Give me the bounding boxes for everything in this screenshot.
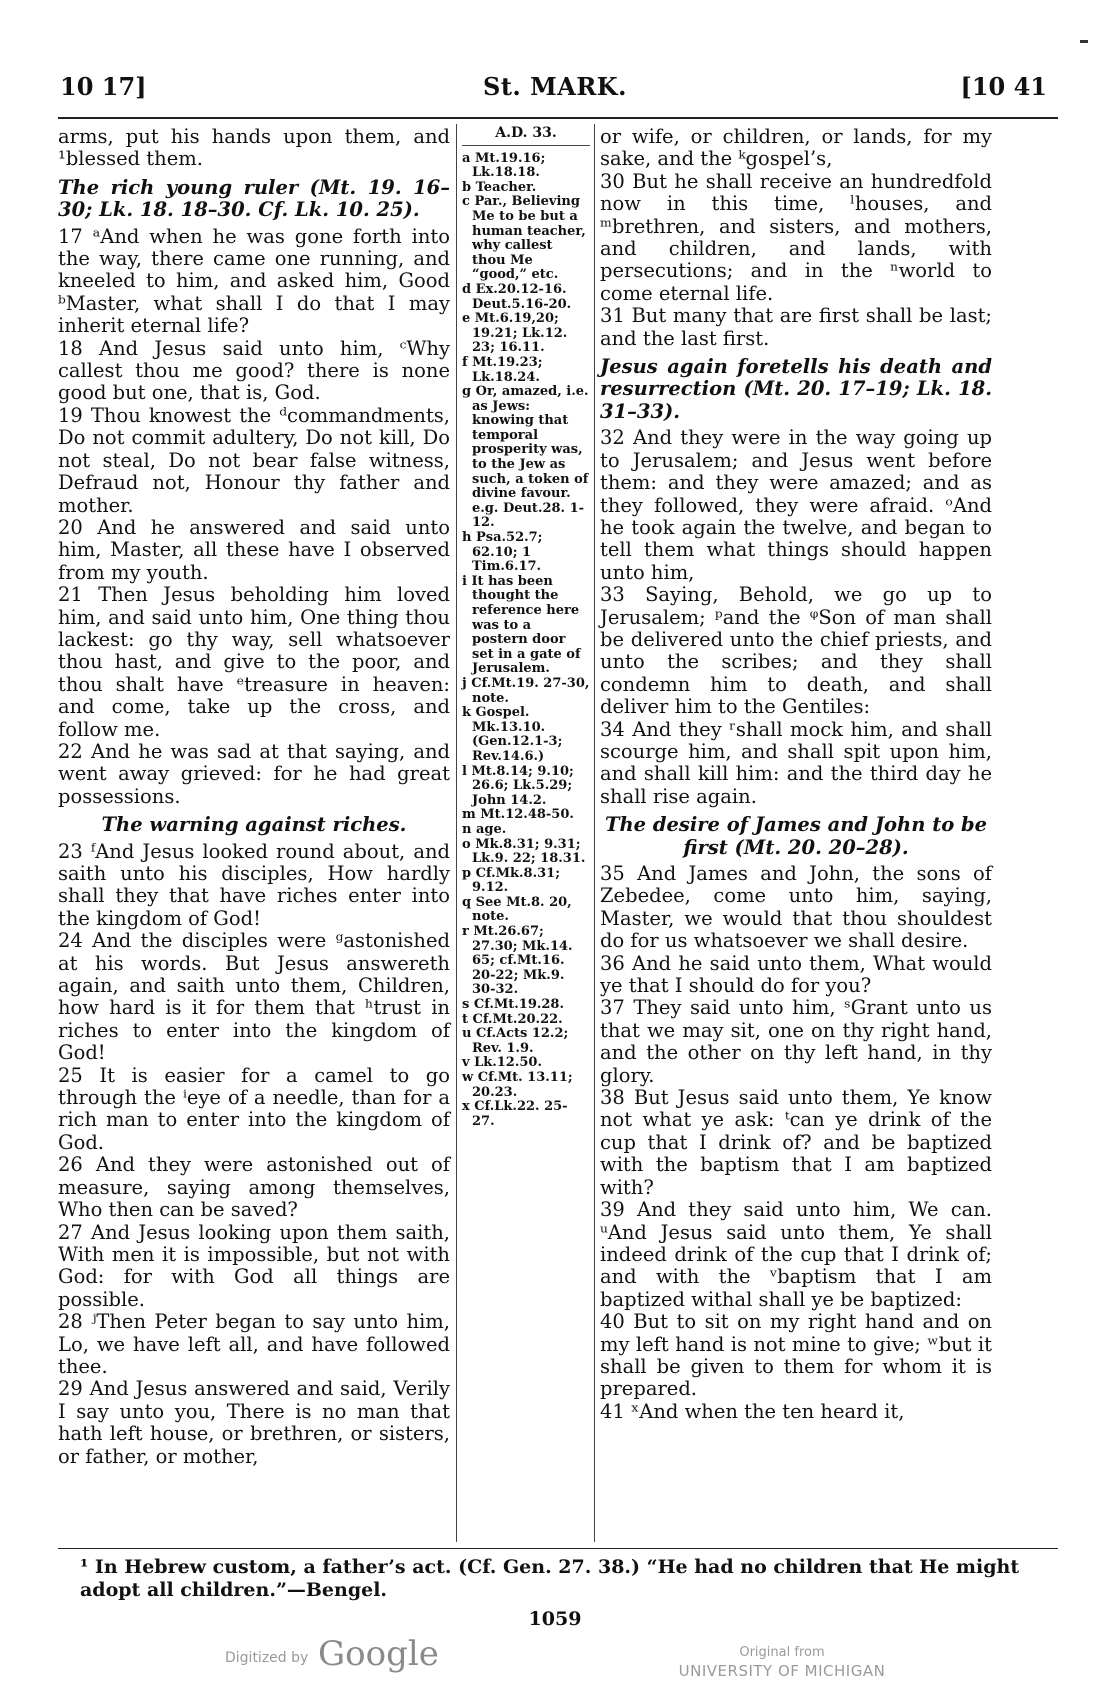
- paragraph: arms, put his hands upon them, and ¹blessed them.: [58, 125, 450, 171]
- margin-ref: v Lk.12.50.: [462, 1055, 542, 1071]
- original-source: [672, 1644, 892, 1680]
- margin-ref: k Gospel. Mk.13.10. (Gen.12.1-3; Rev.14.6.): [462, 705, 563, 764]
- margin-ref: j Cf.Mt.19. 27-30, note.: [462, 675, 590, 706]
- margin-ref: h Psa.52.7; 62.10; 1 Tim.6.17.: [462, 530, 543, 575]
- margin-ref: w Cf.Mt. 13.11; 20.23.: [462, 1070, 573, 1100]
- header-chapter-start: 10 17]: [60, 72, 147, 101]
- margin-ref: d Ex.20.12-16. Deut.5.16-20.: [462, 281, 572, 312]
- margin-ref: t Cf.Mt.20.22.: [462, 1011, 563, 1027]
- verse-21: 21 Then Jesus beholding him loved him, and said unto him, One thing thou lackest: go thy way, sell whatsoever thou hast, and give to the poor, and thou shalt have ᵉtreasure in heaven: and come, take up the cross, and follow me.: [58, 583, 450, 741]
- footnote-rule: [58, 1548, 1058, 1549]
- margin-ref: i It has been thought the reference here was to a postern door set in a gate of Jerusalem.: [462, 573, 581, 677]
- margin-ref: o Mk.8.31; 9.31; Lk.9. 22; 18.31.: [462, 836, 586, 867]
- marginal-references: [462, 126, 590, 1129]
- verse-24: 24 And the disciples were ᵍastonished at his words. But Jesus answereth again, and saith unto them, Children, how hard is it for them that ʰtrust in riches to enter into the kingdom of God!: [58, 929, 450, 1065]
- verse-39: 39 And they said unto him, We can. ᵘAnd Jesus said unto them, Ye shall indeed drink of the cup that I drink of; and with the ᵛbaptism that I am baptized withal shall ye be baptized:: [600, 1198, 992, 1311]
- paragraph: or wife, or children, or lands, for my sake, and the ᵏgospel’s,: [600, 125, 992, 171]
- margin-ref: m Mt.12.48-50.: [462, 807, 574, 823]
- margin-ref: u Cf.Acts 12.2; Rev. 1.9.: [462, 1026, 569, 1056]
- scan-mark: [1080, 40, 1088, 43]
- margin-ref: x Cf.Lk.22. 25-27.: [462, 1099, 568, 1129]
- verse-37: 37 They said unto him, ˢGrant unto us that we may sit, one on thy right hand, and the other on thy left hand, in thy glory.: [600, 996, 992, 1087]
- margin-ref: q See Mt.8. 20, note.: [462, 894, 572, 925]
- verse-36: 36 And he said unto them, What would ye that I should do for you?: [600, 951, 992, 998]
- section-heading: Jesus again foretells his death and resurrection (Mt. 20. 17–19; Lk. 18. 31–33).: [600, 355, 992, 423]
- column-divider-right: [594, 124, 595, 1542]
- header-chapter-end: [10 41: [960, 72, 1047, 101]
- verse-38: 38 But Jesus said unto them, Ye know not what ye ask: ᵗcan ye drink of the cup that I drink of? and be baptized with the baptism that I am baptized with?: [600, 1086, 992, 1199]
- left-column: [58, 126, 450, 1468]
- verse-30: 30 But he shall receive an hundredfold now in this time, ˡhouses, and ᵐbrethren, and sisters, and mothers, and children, and lands, with persecutions; and in the ⁿworld to come eternal life.: [600, 169, 992, 305]
- verse-17: 17 ᵃAnd when he was gone forth into the way, there came one running, and kneeled to him, and asked him, Good ᵇMaster, what shall I do that I may inherit eternal life?: [58, 224, 450, 338]
- verse-22: 22 And he was sad at that saying, and went away grieved: for he had great possessions.: [58, 739, 450, 808]
- verse-33: 33 Saying, Behold, we go up to Jerusalem; ᵖand the ᵠSon of man shall be delivered unto the chief priests, and unto the scribes; and they shall condemn him to death, and shall deliver him to the Gentiles:: [600, 583, 992, 719]
- section-heading: The desire of James and John to be first (Mt. 20. 20–28).: [604, 813, 988, 859]
- margin-ref: s Cf.Mt.19.28.: [462, 997, 565, 1013]
- verse-18: 18 And Jesus said unto him, ᶜWhy callest thou me good? there is none good but one, that is, God.: [58, 336, 450, 405]
- verse-32: 32 And they were in the way going up to Jerusalem; and Jesus went before them: and they were amazed; and as they followed, they were afraid. ᵒAnd he took again the twelve, and began to tell them what things should happen unto him,: [600, 426, 992, 584]
- margin-ref: r Mt.26.67; 27.30; Mk.14. 65; cf.Mt.16. 20-22; Mk.9. 30-32.: [462, 924, 573, 998]
- verse-28: 28 ʲThen Peter began to say unto him, Lo, we have left all, and have followed thee.: [58, 1310, 450, 1378]
- verse-23: 23 ᶠAnd Jesus looked round about, and saith unto his disciples, How hardly shall they that have riches enter into the kingdom of God!: [58, 839, 450, 930]
- margin-ref: p Cf.Mk.8.31; 9.12.: [462, 865, 561, 896]
- verse-35: 35 And James and John, the sons of Zebedee, come unto him, saying, Master, we would that thou shouldest do for us whatsoever we shall desire.: [600, 862, 992, 953]
- header-book-title: St. MARK.: [483, 72, 627, 101]
- verse-26: 26 And they were astonished out of measure, saying among themselves, Who then can be saved?: [58, 1153, 450, 1222]
- date-label: A.D. 33.: [462, 126, 590, 146]
- header-rule: [58, 117, 1058, 119]
- margin-ref: b Teacher.: [462, 179, 537, 195]
- verse-20: 20 And he answered and said unto him, Master, all these have I observed from my youth.: [58, 515, 450, 584]
- margin-ref: n age.: [462, 821, 507, 837]
- margin-ref: c Par., Believing Me to be but a human teacher, why callest thou Me “good,” etc.: [462, 194, 586, 283]
- page-number: 1059: [528, 1608, 582, 1630]
- footnote: ¹ In Hebrew custom, a father’s act. (Cf. Gen. 27. 38.) “He had no children that He might adopt all children.”—Bengel.: [80, 1556, 1020, 1601]
- digitized-by-label: Digitized by: [225, 1650, 309, 1666]
- margin-ref: e Mt.6.19,20; 19.21; Lk.12. 23; 16.11.: [462, 311, 568, 356]
- margin-ref: l Mt.8.14; 9.10; 26.6; Lk.5.29; John 14.2.: [462, 763, 574, 808]
- right-column: [600, 126, 992, 1423]
- verse-31: 31 But many that are first shall be last; and the last first.: [600, 304, 992, 350]
- verse-40: 40 But to sit on my right hand and on my left hand is not mine to give; ʷbut it shall be given to them for whom it is prepared.: [600, 1310, 992, 1401]
- margin-ref: a Mt.19.16; Lk.18.18.: [462, 150, 546, 181]
- verse-41: 41 ˣAnd when the ten heard it,: [600, 1399, 905, 1423]
- verse-19: 19 Thou knowest the ᵈcommandments, Do not commit adultery, Do not kill, Do not steal, Do not bear false witness, Defraud not, Honour thy father and mother.: [58, 403, 450, 517]
- google-logo: Google: [318, 1634, 439, 1674]
- verse-27: 27 And Jesus looking upon them saith, With men it is impossible, but not with God: for with God all things are possible.: [58, 1220, 450, 1311]
- margin-ref: f Mt.19.23; Lk.18.24.: [462, 354, 543, 385]
- original-from-label: Original from: [739, 1645, 825, 1660]
- university-label: UNIVERSITY OF MICHIGAN: [678, 1662, 886, 1680]
- verse-29: 29 And Jesus answered and said, Verily I say unto you, There is no man that hath left house, or brethren, or sisters, or father, or mother,: [58, 1377, 450, 1468]
- page-header: [55, 72, 1055, 110]
- verse-34: 34 And they ʳshall mock him, and shall scourge him, and shall spit upon him, and shall kill him: and the third day he shall rise again.: [600, 717, 992, 808]
- margin-ref: g Or, amazed, i.e. as Jews: knowing that temporal prosperity was, to the Jew as such, a token of divine favour. e.g. Deut.28. 1-12.: [462, 384, 589, 531]
- section-heading: The rich young ruler (Mt. 19. 16–30; Lk. 18. 18–30. Cf. Lk. 10. 25).: [58, 175, 450, 222]
- section-heading: The warning against riches.: [101, 813, 407, 837]
- column-divider-left: [456, 124, 457, 1542]
- verse-25: 25 It is easier for a camel to go through the ⁱeye of a needle, than for a rich man to enter into the kingdom of God.: [58, 1063, 450, 1154]
